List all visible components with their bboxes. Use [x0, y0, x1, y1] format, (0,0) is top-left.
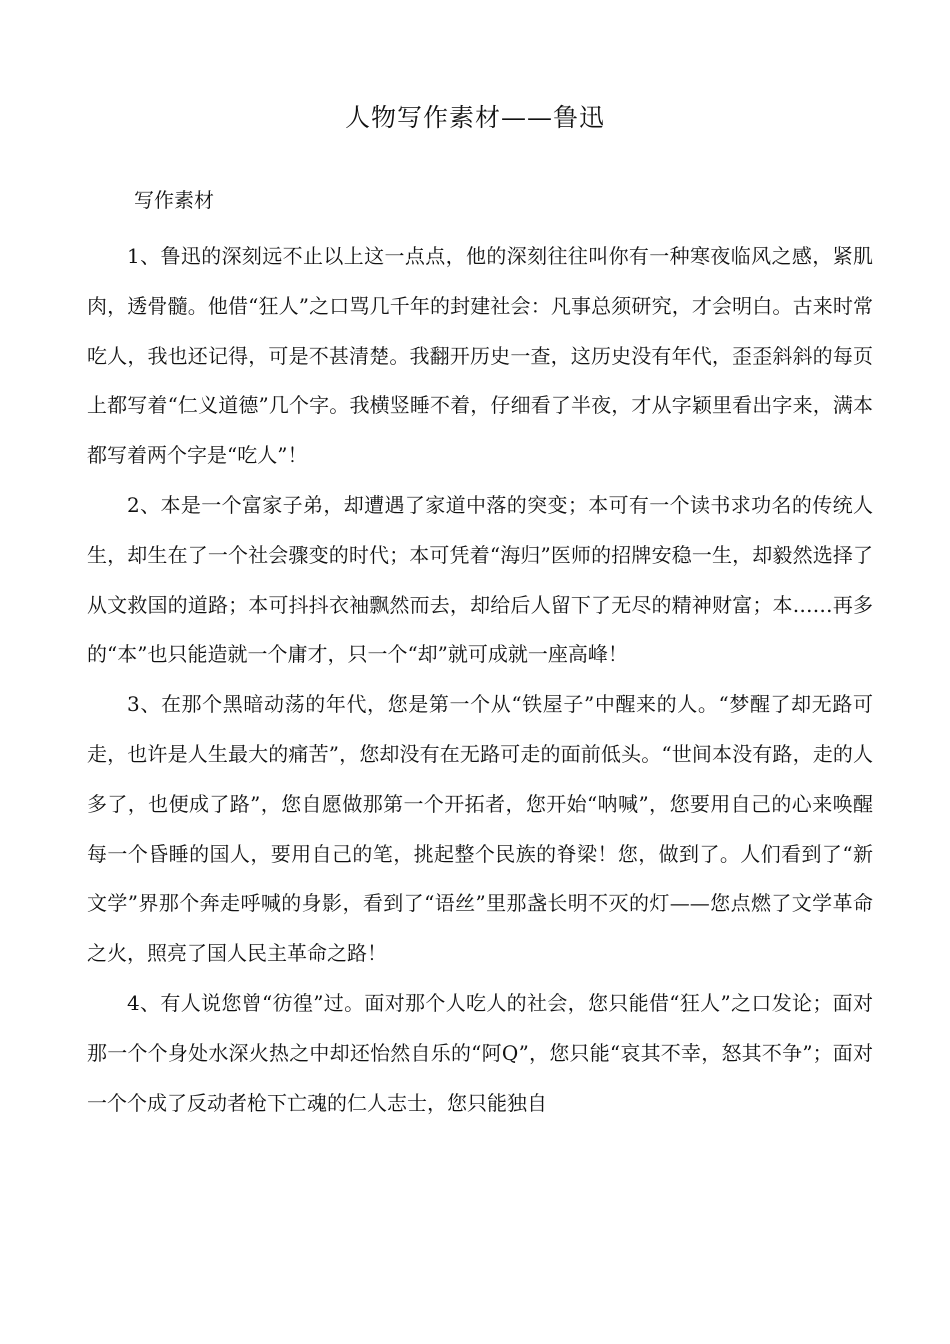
paragraph-1: 1、鲁迅的深刻远不止以上这一点点，他的深刻往往叫你有一种寒夜临风之感，紧肌肉，透骨髓。他借“狂人”之口骂几千年的封建社会：凡事总须研究，才会明白。古来时常吃人，我也还记得，可是不甚清楚。我翻开历史一查，这历史没有年代，歪歪斜斜的每页上都写着“仁义道德”几个字。我横竖睡不着，仔细看了半夜，才从字颖里看出字来，满本都写着两个字是“吃人”！	[87, 244, 873, 468]
paragraph-3: 3、在那个黑暗动荡的年代，您是第一个从“铁屋子”中醒来的人。“梦醒了却无路可走，也许是人生最大的痛苦”，您却没有在无路可走的面前低头。“世间本没有路，走的人多了，也便成了路”，您自愿做那第一个开拓者，您开始“呐喊”，您要用自己的心来唤醒每一个昏睡的国人，要用自己的笔，挑起整个民族的脊梁！您，做到了。人们看到了“新文学”界那个奔走呼喊的身影，看到了“语丝”里那盏长明不灭的灯——您点燃了文学革命之火，照亮了国人民主革命之路！	[87, 692, 873, 966]
section-heading: 写作素材	[134, 188, 214, 212]
document-title: 人物写作素材——鲁迅	[344, 103, 605, 132]
paragraph-4: 4、有人说您曾“彷徨”过。面对那个人吃人的社会，您只能借“狂人”之口发论；面对那一个个身处水深火热之中却还怡然自乐的“阿Q”，您只能“哀其不幸，怒其不争”；面对一个个成了反动者枪下亡魂的仁人志士，您只能独自	[87, 990, 873, 1115]
paragraph-2: 2、本是一个富家子弟，却遭遇了家道中落的突变；本可有一个读书求功名的传统人生，却生在了一个社会骤变的时代；本可凭着“海归”医师的招牌安稳一生，却毅然选择了从文救国的道路；本可抖抖衣袖飘然而去，却给后人留下了无尽的精神财富；本……再多的“本”也只能造就一个庸才，只一个“却”就可成就一座高峰！	[87, 492, 873, 667]
document-body	[87, 232, 873, 1128]
